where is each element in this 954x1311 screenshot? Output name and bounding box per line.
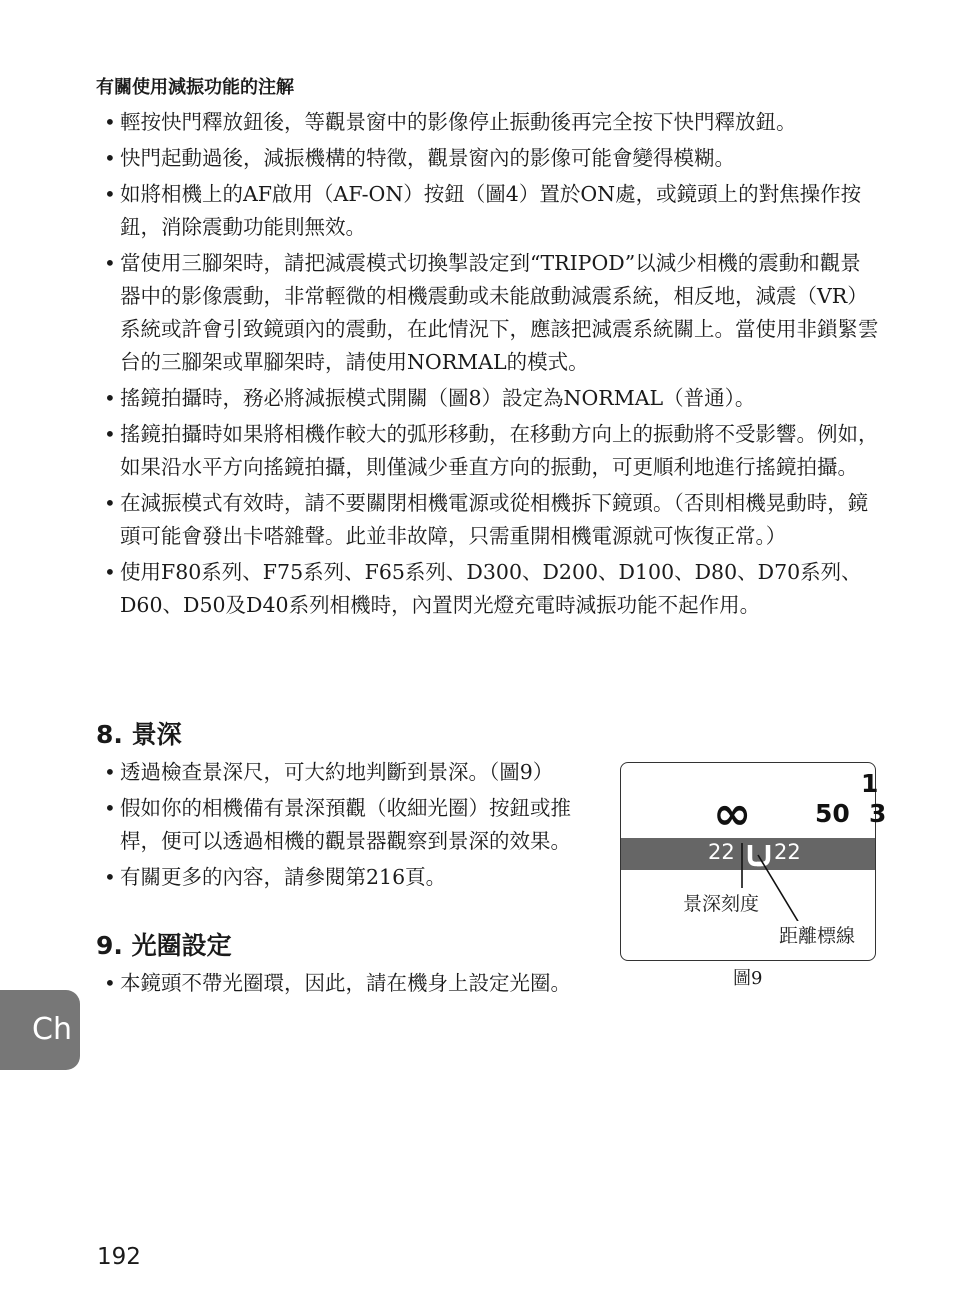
- list-item: • 使用F80系列、F75系列、F65系列、D300、D200、D100、D80、D70系列、D60、D50及D40系列相機時，內置閃光燈充電時減振功能不起作用。: [104, 556, 880, 622]
- depth-of-field-title: 8. 景深: [96, 720, 182, 749]
- dof-scale-left-value: 22: [708, 840, 735, 864]
- figure-9-illustration: [620, 762, 887, 961]
- figure-9-caption: 圖9: [733, 968, 763, 989]
- depth-of-field-list: [104, 756, 600, 897]
- aperture-list: [104, 967, 644, 1003]
- list-item: • 輕按快門釋放鈕後，等觀景窗中的影像停止振動後再完全按下快門釋放鈕。: [104, 106, 880, 139]
- language-tab: [0, 990, 80, 1070]
- list-item: • 搖鏡拍攝時，務必將減振模式開關（圖8）設定為NORMAL（普通）。: [104, 382, 880, 415]
- dof-scale-label: 景深刻度: [683, 889, 759, 916]
- language-tab-label: Ch: [32, 1012, 72, 1047]
- distance-index-mark: [750, 845, 761, 864]
- distance-value-50: 50: [815, 799, 850, 828]
- list-item: • 快門起動過後，減振機構的特徵，觀景窗內的影像可能會變得模糊。: [104, 142, 880, 175]
- vr-notes-list: [104, 106, 880, 625]
- list-item: • 本鏡頭不帶光圈環，因此，請在機身上設定光圈。: [104, 967, 644, 1000]
- aperture-title: 9. 光圈設定: [96, 931, 232, 960]
- infinity-mark: ∞: [713, 786, 752, 840]
- list-item: • 當使用三腳架時，請把減震模式切換掣設定到“TRIPOD”以減少相機的震動和觀景器中的影像震動，非常輕微的相機震動或未能啟動減震系統，相反地，減震（VR）系統或許會引致鏡頭內的震動，在此情況下，應該把減震系統關上。當使用非鎖緊雲台的三腳架或單腳架時，請使用NORMAL的模式。: [104, 247, 880, 379]
- vr-notes-heading: 有關使用減振功能的注解: [96, 77, 294, 98]
- list-item: • 搖鏡拍攝時如果將相機作較大的弧形移動，在移動方向上的振動將不受影響。例如，如果沿水平方向搖鏡拍攝，則僅減少垂直方向的振動，可更順利地進行搖鏡拍攝。: [104, 418, 880, 484]
- list-item: • 如將相機上的AF啟用（AF-ON）按鈕（圖4）置於ON處，或鏡頭上的對焦操作按鈕，消除震動功能則無效。: [104, 178, 880, 244]
- distance-scale-partial-top: 1: [861, 769, 879, 798]
- distance-scale-partial-right: 3: [869, 799, 887, 828]
- list-item: • 在減振模式有效時，請不要關閉相機電源或從相機拆下鏡頭。（否則相機晃動時，鏡頭可能會發出卡嗒雜聲。此並非故障，只需重開相機電源就可恢復正常。）: [104, 487, 880, 553]
- distance-index-leader-line: [758, 855, 799, 923]
- list-item: • 有關更多的內容，請參閱第216頁。: [104, 861, 600, 894]
- distance-index-label: 距離標線: [779, 921, 855, 948]
- page-number: 192: [97, 1244, 141, 1270]
- dof-scale-right-value: 22: [774, 840, 801, 864]
- list-item: • 假如你的相機備有景深預觀（收細光圈）按鈕或推桿，便可以透過相機的觀景器觀察到景深的效果。: [104, 792, 600, 858]
- list-item: • 透過檢查景深尺，可大約地判斷到景深。（圖9）: [104, 756, 600, 789]
